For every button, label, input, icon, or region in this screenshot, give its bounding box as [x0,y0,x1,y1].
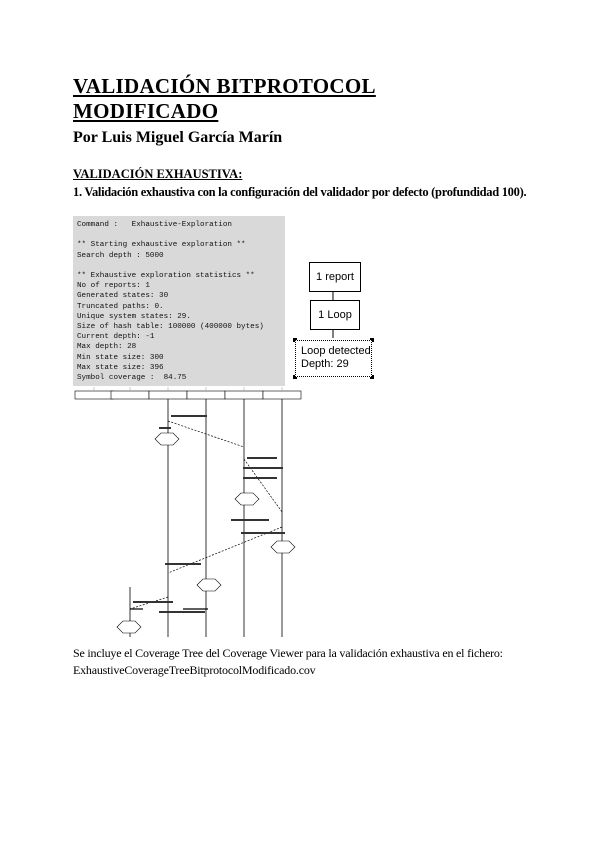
tree-node-loop-label: 1 Loop [318,309,352,321]
tree-node-loop[interactable] [310,300,360,330]
validator-console [73,216,285,386]
document-title [73,74,376,124]
console-output: Command : Exhaustive-Exploration ** Starting exhaustive exploration ** Search depth : 5000 ** Exhaustive exploration statistics ** No of reports: 1 Generated states: 30 Truncated paths: 0. Unique system states: 29. Size of hash table: 100000 (400000 bytes) Current depth: -1 Max depth: 28 Min state size: 300 Max state size: 396 Symbol coverage : 84.75 [77,221,264,383]
author-line: Por Luis Miguel García Marín [73,129,283,146]
coverage-tree [289,258,379,383]
tree-node-reports-label: 1 report [316,271,354,283]
sequence-diagram-image [73,387,309,639]
point-heading: 1. Validación exhaustiva con la configuración del validador por defecto (profundidad 100). [73,185,527,199]
sequence-diagram-sketch [73,387,309,639]
title-line-1: VALIDACIÓN BITPROTOCOL [73,74,376,98]
title-line-2: MODIFICADO [73,99,219,123]
loop-detected-label: Loop detected [301,345,371,357]
tree-node-reports[interactable] [309,262,361,292]
tree-node-loop-detected[interactable] [295,340,372,377]
section-heading: VALIDACIÓN EXHAUSTIVA: [73,167,243,181]
loop-depth-label: Depth: 29 [301,358,349,370]
coverage-paragraph: Se incluye el Coverage Tree del Coverage Viewer para la validación exhaustiva en el fichero: ExhaustiveCoverageTreeBitprotocolModificado.cov [73,646,503,677]
